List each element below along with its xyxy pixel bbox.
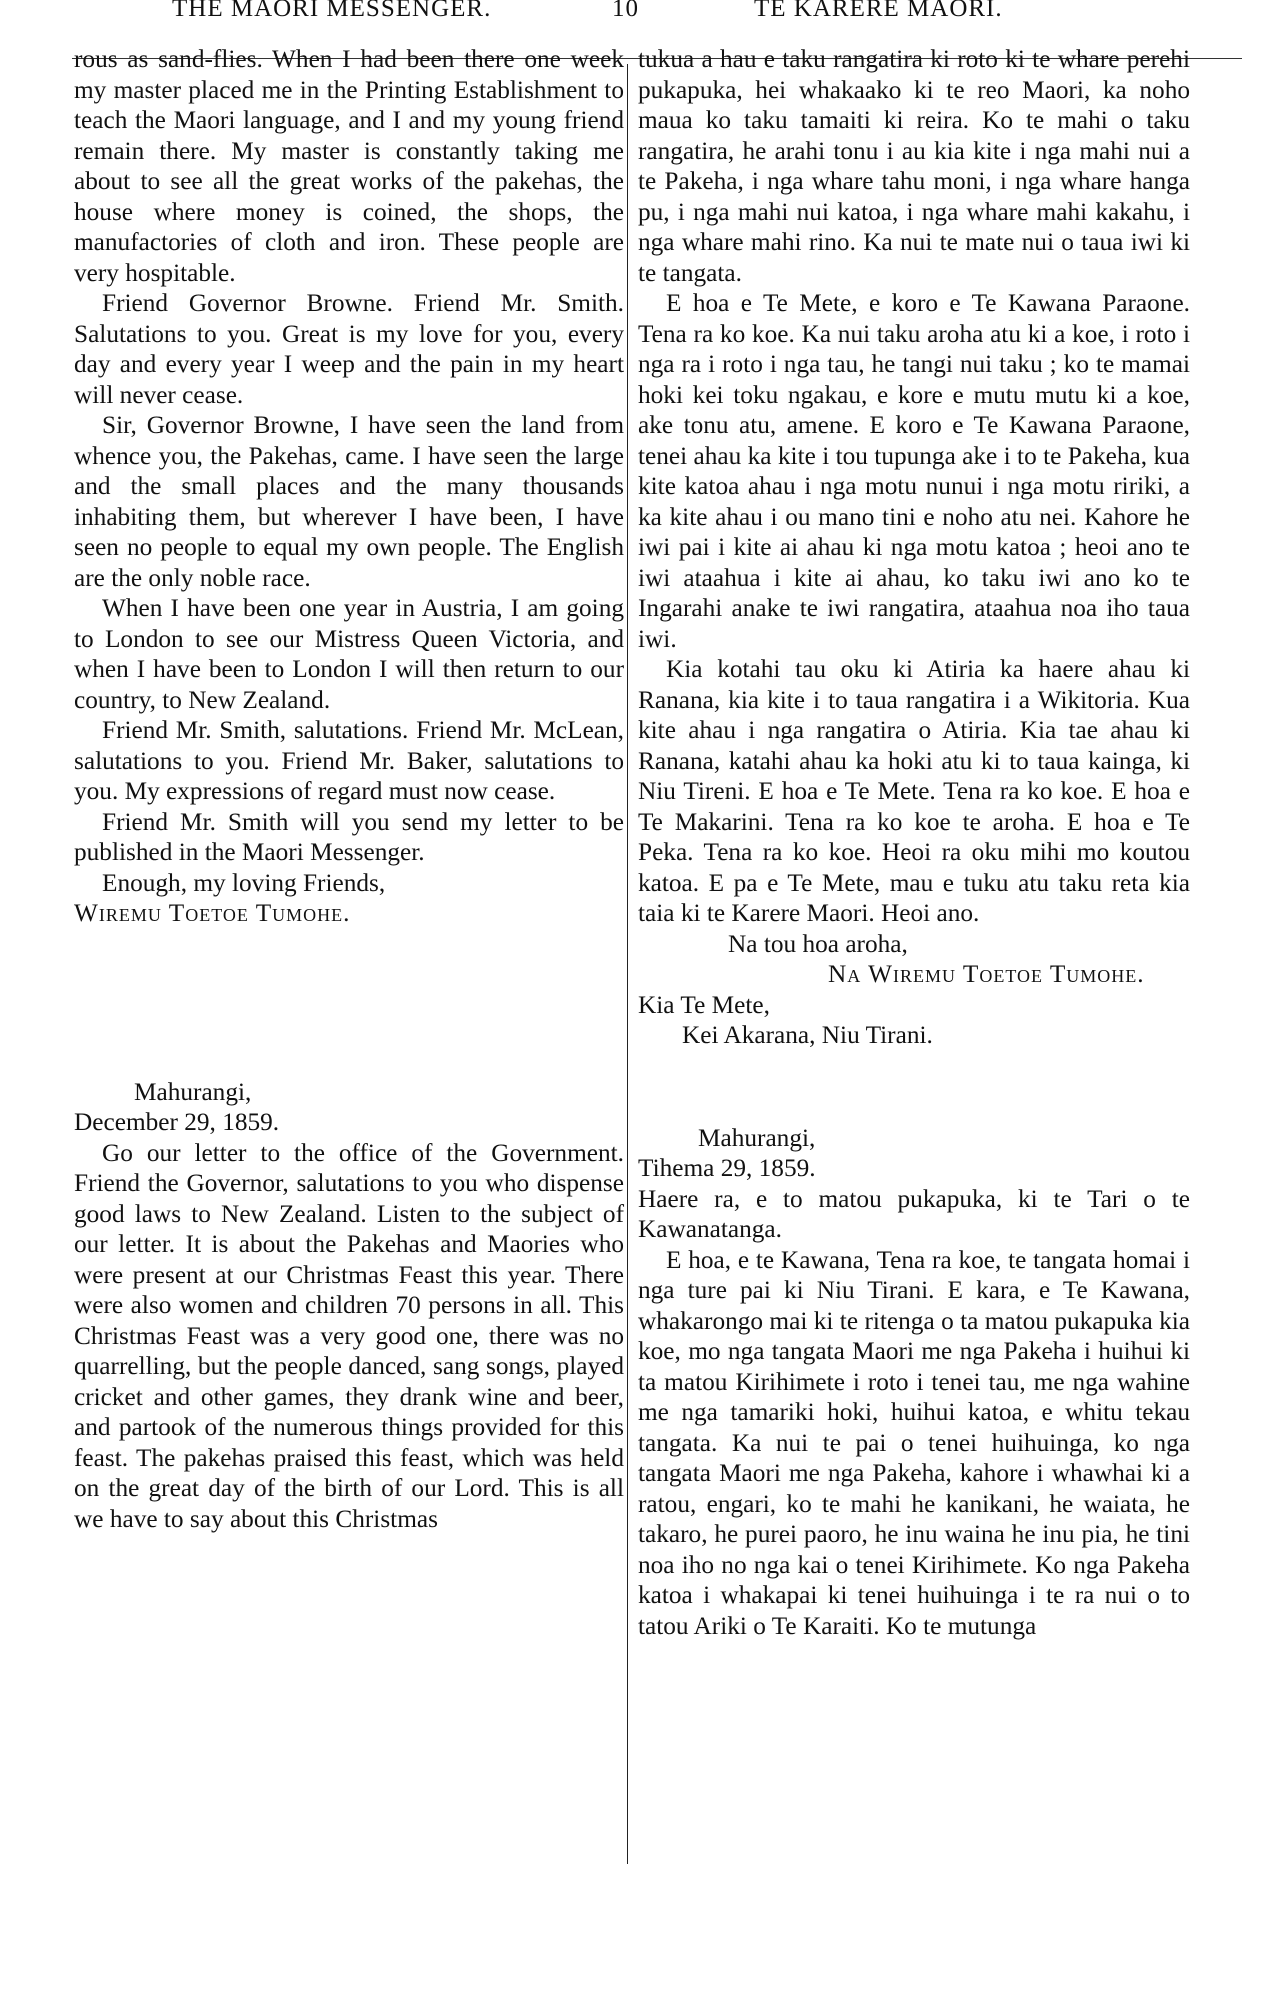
letter-vienna-maori — [638, 44, 1190, 1051]
paragraph: Friend Governor Browne. Friend Mr. Smith. Salutations to you. Great is my love for you, every day and every year I weep and the pain in my heart will never cease. — [74, 289, 624, 409]
paragraph: E hoa, e te Kawana, Tena ra koe, te tangata homai i nga ture pai ki Niu Tirani. E kara, e Te Kawana, whakarongo mai ki te ritenga o ta matou pukapuka kia koe, mo nga tangata Maori me nga Pakeha i huihui ki ta matou Kirihimete i roto i tenei tau, me nga wahine me nga tamariki hoki, huihui katoa, e whitu tekau tangata. Ka nui te pai o tenei huihuinga, ko nga tangata Maori me nga Pakeha, kahore i whawhai ki a ratou, engari, ko te mahi he kanikani, he waiata, he takaro, he purei paoro, he inu waina he inu pia, he tini noa iho no nga kai o tenei Kirihimete. Ko nga Pakeha katoa i whakapai ki tenei huihuinga i te ra nui o to tatou Ariki o Te Karaiti. Ko te mutunga — [638, 1245, 1190, 1640]
paragraph: Kia kotahi tau oku ki Atiria ka haere ahau ki Ranana, kia kite i to taua rangatira i a Wikitoria. Kua kite ahau i nga rangatira o Atiria. Kia tae ahau ki Ranana, katahi ahau ka hoki atu ki to taua kainga, ki Niu Tireni. E hoa e Te Mete. Tena ra ko koe. E hoa e Te Makarini. Tena ra ko koe te aroha. E hoa e Te Peka. Tena ra ko koe. Heoi ra oku mihi mo koutou katoa. E pa e Te Mete, mau e tuku atu taku reta kia taia ki te Karere Maori. Heoi ano. — [638, 655, 1190, 927]
paragraph: Haere ra, e to matou pukapuka, ki te Tari o te Kawanatanga. — [638, 1184, 1190, 1243]
signature: Wiremu Toetoe Tumohe. — [74, 899, 351, 927]
masthead-english-title: THE MAORI MESSENGER. — [172, 0, 492, 22]
closing: Na tou hoa aroha, — [728, 929, 908, 958]
dateline-date: Tihema 29, 1859. — [638, 1154, 816, 1182]
dateline-date: December 29, 1859. — [74, 1108, 280, 1136]
english-column — [74, 44, 624, 1534]
dateline-place: Mahurangi, — [134, 1077, 252, 1106]
paragraph: Sir, Governor Browne, I have seen the land from whence you, the Pakehas, came. I have seen the large and the small places and the many thousands inhabiting them, but wherever I have been, I have seen no people to equal my own people. The English are the only noble race. — [74, 411, 624, 592]
column-divider — [627, 64, 628, 1864]
paragraph: Enough, my loving Friends, — [102, 868, 386, 897]
paragraph: When I have been one year in Austria, I am going to London to see our Mistress Queen Victoria, and when I have been to London I will then return to our country, to New Zealand. — [74, 594, 624, 714]
letter-mahurangi-maori — [638, 1123, 1190, 1642]
paragraph: Friend Mr. Smith will you send my letter to be published in the Maori Messenger. — [74, 807, 624, 866]
address-line: Kia Te Mete, — [638, 990, 770, 1019]
paragraph: Go our letter to the office of the Government. Friend the Governor, salutations to you who dispense good laws to New Zealand. Listen to the subject of our letter. It is about the Pakehas and Maories who were present at our Christmas Feast this year. There were also women and children 70 persons in all. This Christmas Feast was a very good one, there was no quarrelling, but the people danced, sang songs, played cricket and other games, they drank wine and beer, and partook of the numerous things provided for this feast. The pakehas praised this feast, which was held on the great day of the birth of our Lord. This is all we have to say about this Christmas — [74, 1138, 624, 1533]
address-line: Kei Akarana, Niu Tirani. — [682, 1021, 933, 1049]
signature: Na Wiremu Toetoe Tumohe. — [828, 960, 1145, 988]
maori-column — [638, 44, 1190, 1641]
letter-mahurangi-english — [74, 1077, 624, 1535]
letter-vienna-english — [74, 44, 624, 929]
paragraph: tukua a hau e taku rangatira ki roto ki te whare perehi pukapuka, hei whakaako ki te reo Maori, ka noho maua ko taku tamaiti ki reira. Ko te mahi o taku rangatira, he arahi tonu i au kia kite i nga mahi nui a te Pakeha, i nga whare tahu moni, i nga whare hanga pu, i nga mahi nui katoa, i nga whare mahi kakahu, i nga whare mahi rino. Ka nui te mate nui o taua iwi ki te tangata. — [638, 45, 1190, 287]
dateline-place: Mahurangi, — [698, 1123, 816, 1152]
paragraph: rous as sand-flies. When I had been there one week my master placed me in the Printing Establishment to teach the Maori language, and I and my young friend remain there. My master is constantly taking me about to see all the great works of the pakehas, the house where money is coined, the shops, the manufactories of cloth and iron. These people are very hospitable. — [74, 45, 624, 287]
masthead-maori-title: TE KARERE MAORI. — [754, 0, 1003, 22]
paragraph: Friend Mr. Smith, salutations. Friend Mr. McLean, salutations to you. Friend Mr. Baker, salutations to you. My expressions of regard must now cease. — [74, 716, 624, 805]
masthead — [0, 0, 1280, 34]
page-number: 10 — [612, 0, 639, 22]
paragraph: E hoa e Te Mete, e koro e Te Kawana Paraone. Tena ra ko koe. Ka nui taku aroha atu ki a koe, i roto i nga ra i roto i nga tau, he tangi nui taku ; ko te mamai hoki kei toku ngakau, e kore e mutu mutu ki a koe, ake tonu atu, amene. E koro e Te Kawana Paraone, tenei ahau ka kite i tou tupunga ake i to te Pakeha, kua kite katoa ahau i nga motu nunui i nga motu ririki, a ka kite ahau i ou mano tini e noho atu nei. Kahore he iwi pai i kite ai ahau ki nga motu katoa ; heoi ano te iwi ataahua i kite ai ahau, ko taku iwi ano ko te Ingarahi anake te iwi rangatira, ataahua noa iho taua iwi. — [638, 289, 1190, 653]
